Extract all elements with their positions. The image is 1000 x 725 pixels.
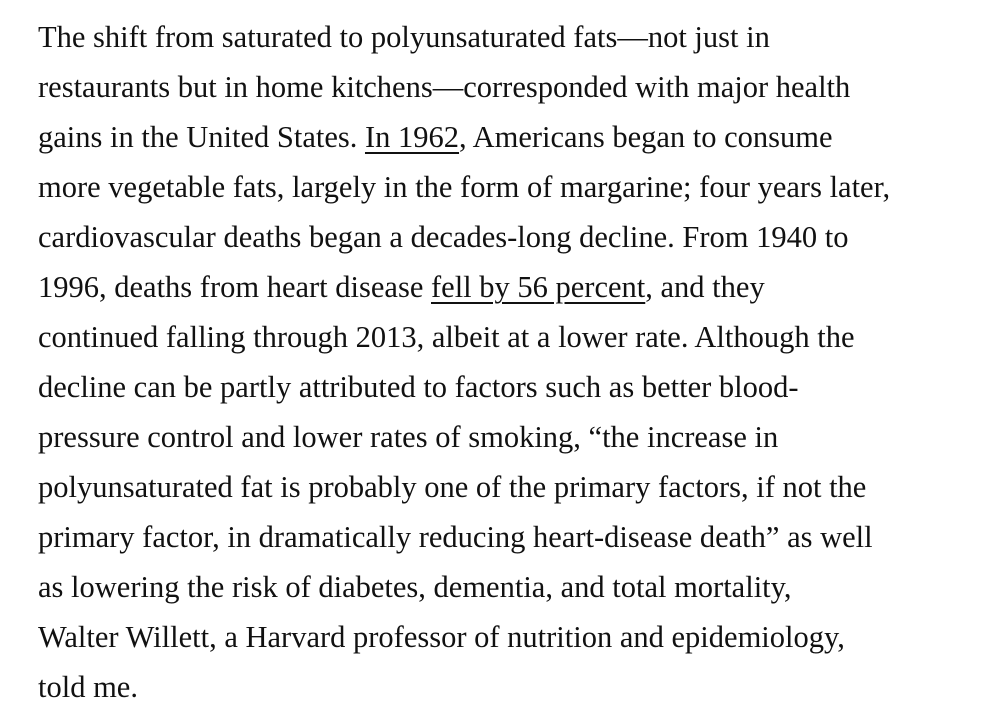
paragraph-line: polyunsaturated fat is probably one of the primary factors, if not the [38,470,867,504]
line-text: , Americans began to consume [459,120,833,154]
article-paragraph [38,12,978,712]
fell-by-56-percent-link[interactable]: fell by 56 percent [431,270,646,304]
paragraph-line: primary factor, in dramatically reducing heart-disease death” as well [38,520,873,554]
paragraph-line: told me. [38,670,138,704]
paragraph-line: cardiovascular deaths began a decades-long decline. From 1940 to [38,220,849,254]
paragraph-line [38,262,978,312]
paragraph-line: decline can be partly attributed to factors such as better blood- [38,370,799,404]
paragraph-line: The shift from saturated to polyunsaturated fats—not just in [38,20,770,54]
paragraph-line: more vegetable fats, largely in the form of margarine; four years later, [38,170,891,204]
paragraph-line [38,112,978,162]
paragraph-line: pressure control and lower rates of smoking, “the increase in [38,420,779,454]
paragraph-line: continued falling through 2013, albeit at a lower rate. Although the [38,320,855,354]
paragraph-line: as lowering the risk of diabetes, dementia, and total mortality, [38,570,792,604]
paragraph-line: Walter Willett, a Harvard professor of nutrition and epidemiology, [38,620,845,654]
line-text: gains in the United States. [38,120,365,154]
in-1962-link[interactable]: In 1962 [364,120,460,154]
paragraph-line: restaurants but in home kitchens—corresponded with major health [38,70,851,104]
line-text: , and they [645,270,765,304]
line-text: 1996, deaths from heart disease [38,270,431,304]
